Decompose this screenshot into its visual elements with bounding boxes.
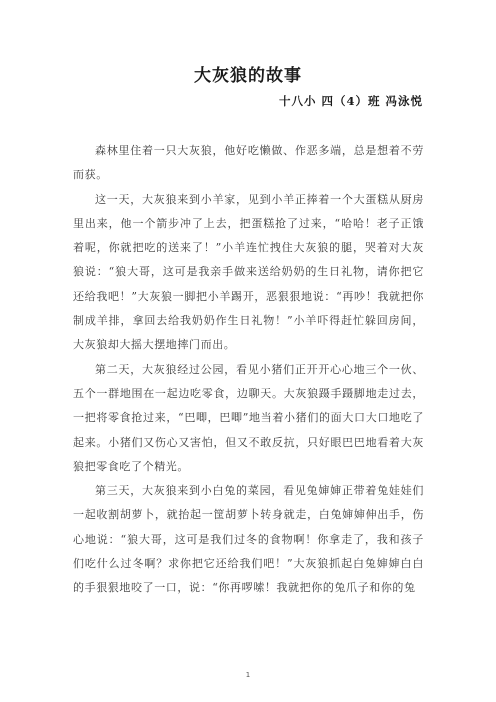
paragraph: 森林里住着一只大灰狼，他好吃懒做、作恶多端，总是想着不劳而获。 (73, 144, 424, 182)
paragraph: 第二天，大灰狼经过公园，看见小猪们正开开心心地三个一伙、五个一群地围在一起边吃零食，边聊天。大灰狼蹑手蹑脚地走过去，一把将零食抢过来，“巴唧，巴唧”地当着小猪们的面大口大口地吃了起来。小猪们又伤心又害怕，但又不敢反抗，只好眼巴巴地看着大灰狼把零食吃了个精光。 (73, 362, 424, 473)
document-title: 大灰狼的故事 (194, 66, 302, 86)
paragraph: 这一天，大灰狼来到小羊家，见到小羊正捧着一个大蛋糕从厨房里出来，他一个箭步冲了上去，把蛋糕抢了过来，“哈哈！老子正饿着呢，你就把吃的送来了！”小羊连忙拽住大灰狼的腿，哭着对大灰狼说：“狼大哥，这可是我亲手做来送给奶奶的生日礼物，请你把它还给我吧！”大灰狼一脚把小羊踢开，恶狠狠地说：“再吵！我就把你制成羊排，拿回去给我奶奶作生日礼物！”小羊吓得赶忙躲回房间，大灰狼却大摇大摆地摔门而出。 (73, 192, 424, 352)
page-number: 1 (245, 671, 251, 679)
document-body (73, 139, 424, 601)
author-byline: 十八小 四（4）班 冯泳悦 (278, 94, 423, 108)
paragraph: 第三天，大灰狼来到小白兔的菜园，看见兔婶婶正带着兔娃娃们一起收割胡萝卜，就抬起一筐胡萝卜转身就走，白兔婶婶伸出手，伤心地说：“狼大哥，这可是我们过冬的食物啊！你拿走了，我和孩子们吃什么过冬啊？求你把它还给我们吧！”大灰狼抓起白兔婶婶白白的手狠狠地咬了一口，说：“你再啰嗦！我就把你的兔爪子和你的兔 (73, 484, 424, 595)
